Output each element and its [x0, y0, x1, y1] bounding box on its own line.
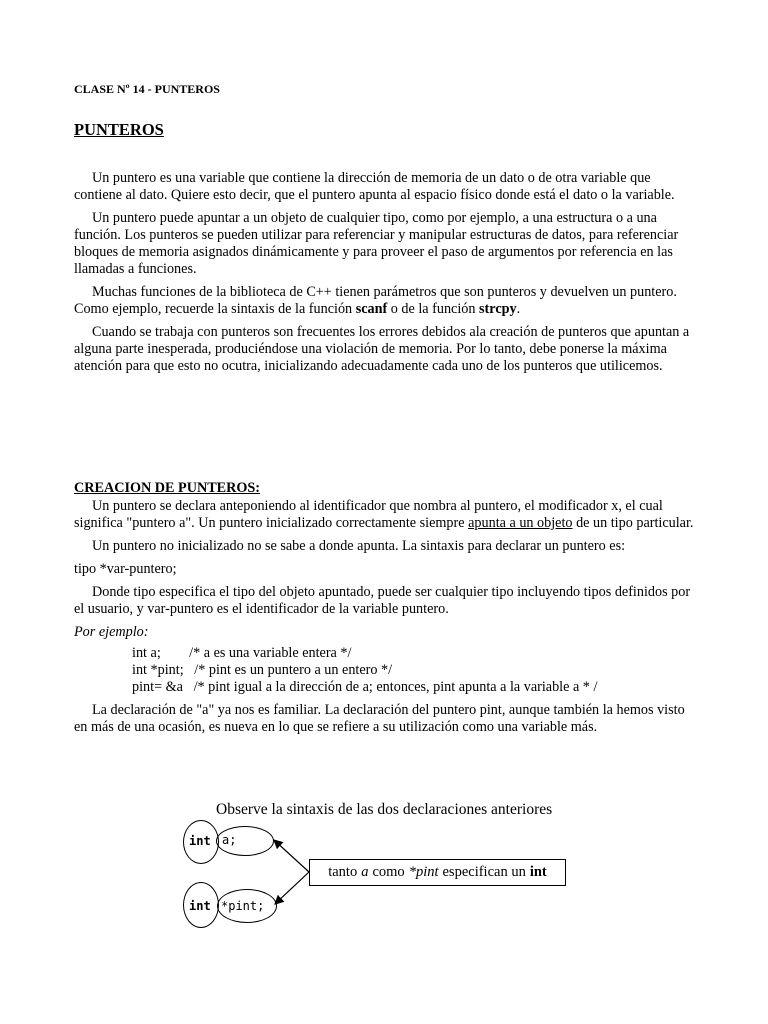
box-int-keyword: int	[529, 864, 547, 880]
intro-paragraph-3	[74, 284, 696, 318]
creacion-p1-text-b: de un tipo particular.	[572, 515, 694, 531]
code-line-1: int a; /* a es una variable entera */	[132, 645, 352, 661]
code-line-3: pint= &a /* pint igual a la dirección de a; entonces, pint apunta a la variable a * /	[132, 679, 598, 695]
intro-section	[74, 170, 696, 381]
declaration-figure	[180, 800, 580, 930]
arrow-to-int-a	[274, 840, 309, 872]
creacion-p1-text-a: Un puntero se declara anteponiendo al identificador que nombra al puntero, el modificador x, el cual significa "puntero a". Un puntero inicializado correctamente siempre	[74, 498, 663, 531]
intro-paragraph-2: Un puntero puede apuntar a un objeto de cualquier tipo, como por ejemplo, a una estructura o a una función. Los punteros se pueden utilizar para referenciar y manipular estructuras de datos, para referenciar bloques de memoria asignados dinámicamente y para proveer el paso de argumentos por referencia en las llamadas a funciones.	[74, 210, 679, 277]
box-text-tanto: tanto	[328, 864, 358, 880]
syntax-line: tipo *var-puntero;	[74, 561, 177, 577]
intro-p3-text-c: .	[516, 301, 521, 317]
class-header: CLASE Nº 14 - PUNTEROS	[74, 82, 220, 96]
creacion-paragraph-2: Un puntero no inicializado no se sabe a donde apunta. La sintaxis para declarar un puntero es:	[92, 538, 626, 554]
box-text-especifican: especifican un	[442, 864, 526, 880]
box-text-como: como	[372, 864, 405, 880]
var-pint-text: *pint;	[221, 899, 265, 913]
intro-p3-text-a: Muchas funciones de la biblioteca de C++ tienen parámetros que son punteros y devuelven un puntero. Como ejemplo, recuerde la sintaxis de la función	[74, 284, 677, 317]
creacion-paragraph-3: Donde tipo especifica el tipo del objeto apuntado, puede ser cualquier tipo incluyendo tipos definidos por el usuario, y var-puntero es el identificador de la variable puntero.	[74, 584, 691, 617]
var-a-text: a;	[222, 833, 237, 847]
arrow-to-int-pint	[275, 872, 309, 904]
strcpy-keyword: strcpy	[479, 301, 517, 317]
code-line-2: int *pint; /* pint es un puntero a un entero */	[132, 662, 393, 678]
int-keyword-1: int	[189, 834, 211, 848]
intro-paragraph-1: Un puntero es una variable que contiene la dirección de memoria de un dato o de otra variable que contiene al dato. Quiere esto decir, que el puntero apunta al espacio físico donde está el dato o la variable.	[74, 170, 675, 203]
intro-paragraph-4: Cuando se trabaja con punteros son frecuentes los errores debidos ala creación de punteros que apuntan a alguna parte inesperada, produciéndose una violación de memoria. Por lo tanto, debe ponerse la máxima atención para que esto no ocutra, inicializando adecuadamente cada uno de los punteros que utilicemos.	[74, 324, 690, 374]
creacion-paragraph-1	[74, 498, 696, 532]
code-example	[132, 645, 696, 696]
page-title: PUNTEROS	[74, 120, 164, 139]
underlined-phrase: apunta a un objeto	[468, 515, 573, 531]
example-label: Por ejemplo:	[74, 624, 149, 640]
scanf-keyword: scanf	[355, 301, 388, 317]
explanation-box	[309, 859, 566, 886]
creacion-section	[74, 480, 696, 742]
figure-title: Observe la sintaxis de las dos declaraciones anteriores	[216, 801, 553, 818]
box-var-a: a	[361, 864, 369, 880]
section-title-creacion: CREACION DE PUNTEROS:	[74, 480, 261, 496]
int-keyword-2: int	[189, 899, 211, 913]
creacion-paragraph-4: La declaración de "a" ya nos es familiar. La declaración del puntero pint, aunque también la hemos visto en más de una ocasión, es nueva en lo que se refiere a su utilización como una variable más.	[74, 702, 685, 735]
intro-p3-text-b: o de la función	[387, 301, 480, 317]
box-var-pint: *pint	[408, 864, 439, 880]
